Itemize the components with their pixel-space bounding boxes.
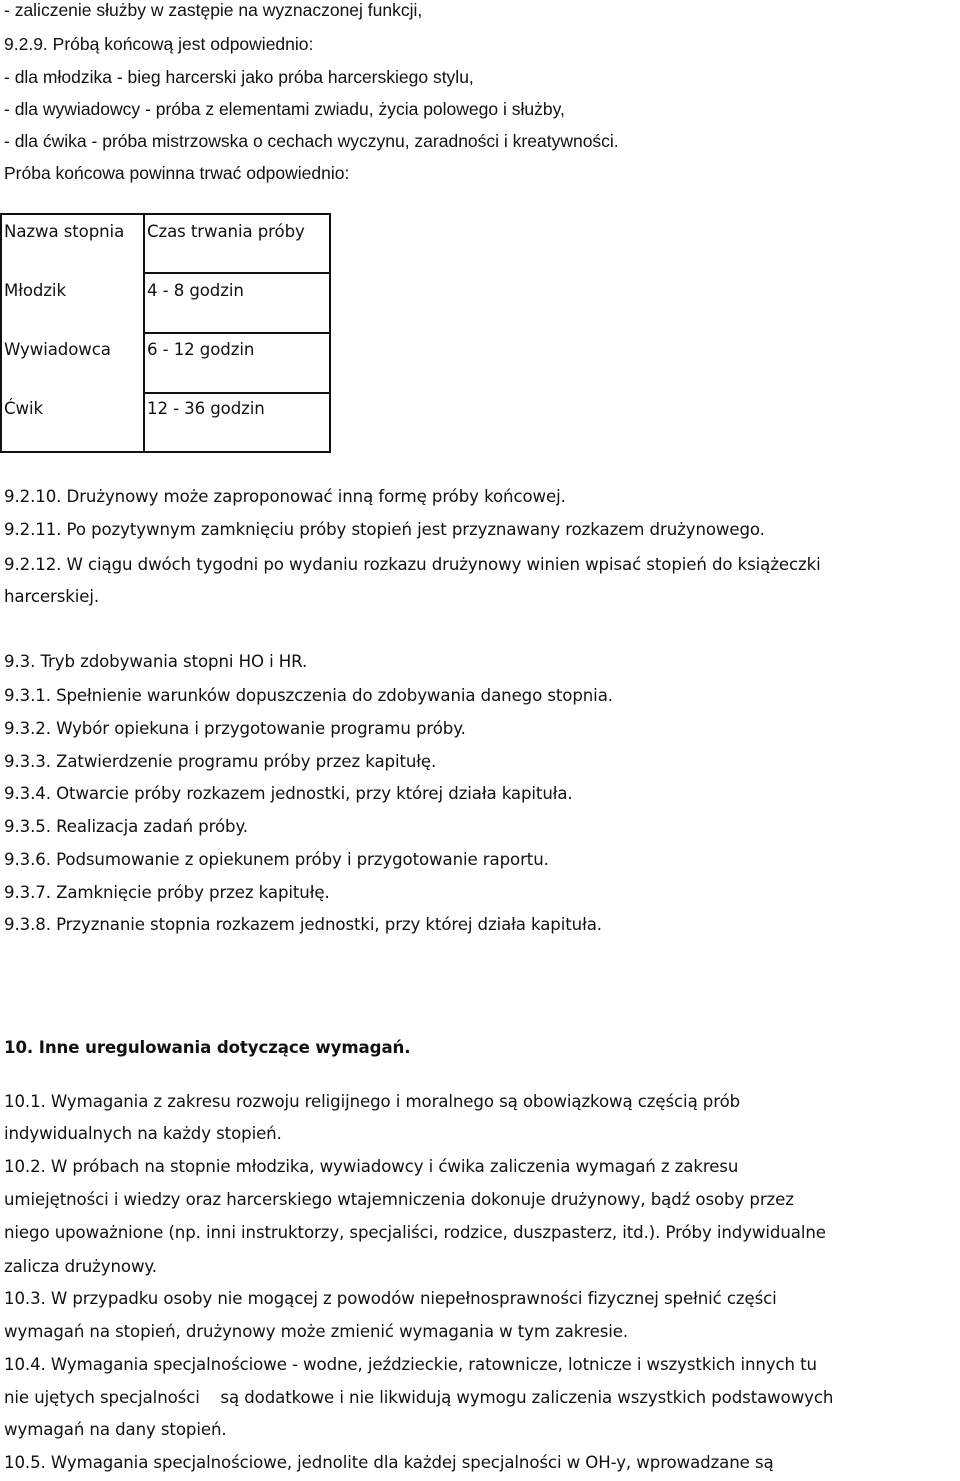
intro-line-3: - dla młodzika - bieg harcerski jako próba harcerskiego stylu, [4, 67, 474, 87]
paragraph-line: 9.3.7. Zamknięcie próby przez kapitułę. [4, 883, 330, 902]
paragraph-line: zalicza drużynowy. [4, 1257, 157, 1276]
intro-line-2: 9.2.9. Próbą końcową jest odpowiednio: [4, 34, 314, 54]
intro-line-1: - zaliczenie służby w zastępie na wyznaczonej funkcji, [4, 0, 423, 20]
paragraph-line: umiejętności i wiedzy oraz harcerskiego wtajemniczenia dokonuje drużynowy, bądź osoby przez [4, 1190, 794, 1209]
paragraph-line: 9.2.10. Drużynowy może zaproponować inną formę próby końcowej. [4, 487, 566, 506]
paragraph-line: 9.3.1. Spełnienie warunków dopuszczenia do zdobywania danego stopnia. [4, 686, 613, 705]
paragraph-line: 9.3.6. Podsumowanie z opiekunem próby i przygotowanie raportu. [4, 850, 549, 869]
table-row-divider [143, 392, 331, 394]
intro-line-4: - dla wywiadowcy - próba z elementami zwiadu, życia polowego i służby, [4, 99, 565, 119]
paragraph-line: 10.3. W przypadku osoby nie mogącej z powodów niepełnosprawności fizycznej spełnić części [4, 1289, 777, 1308]
paragraph-line: 10.4. Wymagania specjalnościowe - wodne, jeździeckie, ratownicze, lotnicze i wszystkich innych tu [4, 1355, 817, 1374]
intro-line-5: - dla ćwika - próba mistrzowska o cechach wyczynu, zaradności i kreatywności. [4, 131, 619, 151]
paragraph-line: wymagań na dany stopień. [4, 1420, 227, 1439]
section-heading: 10. Inne uregulowania dotyczące wymagań. [4, 1038, 411, 1057]
table-cell-rank: Wywiadowca [4, 340, 111, 359]
paragraph-line: nie ujętych specjalności są dodatkowe i nie likwidują wymogu zaliczenia wszystkich podstawowych [4, 1388, 834, 1407]
paragraph-line: 9.3.4. Otwarcie próby rozkazem jednostki, przy której działa kapituła. [4, 784, 573, 803]
paragraph-line: 10.2. W próbach na stopnie młodzika, wywiadowcy i ćwika zaliczenia wymagań z zakresu [4, 1157, 739, 1176]
paragraph-line: indywidualnych na każdy stopień. [4, 1124, 282, 1143]
paragraph-line: niego upoważnione (np. inni instruktorzy, specjaliści, rodzice, duszpasterz, itd.). Próby indywidualne [4, 1223, 826, 1242]
paragraph-line: 10.1. Wymagania z zakresu rozwoju religijnego i moralnego są obowiązkową częścią prób [4, 1092, 741, 1111]
intro-line-6: Próba końcowa powinna trwać odpowiednio: [4, 163, 350, 183]
paragraph-line: 9.3.2. Wybór opiekuna i przygotowanie programu próby. [4, 719, 466, 738]
paragraph-line: 9.2.11. Po pozytywnym zamknięciu próby stopień jest przyznawany rozkazem drużynowego. [4, 520, 765, 539]
paragraph-line: 10.5. Wymagania specjalnościowe, jednolite dla każdej specjalności w OH-y, wprowadzane są [4, 1453, 774, 1472]
table-row-divider [143, 332, 331, 334]
table-header-duration: Czas trwania próby [147, 222, 305, 241]
table-cell-duration: 6 - 12 godzin [147, 340, 255, 359]
paragraph-line: harcerskiej. [4, 587, 100, 606]
table-cell-rank: Ćwik [4, 399, 43, 418]
paragraph-line: 9.3.5. Realizacja zadań próby. [4, 817, 248, 836]
paragraph-line: 9.3.3. Zatwierdzenie programu próby przez kapitułę. [4, 752, 437, 771]
paragraph-line: 9.3. Tryb zdobywania stopni HO i HR. [4, 652, 308, 671]
table-cell-duration: 12 - 36 godzin [147, 399, 265, 418]
table-row-divider [143, 272, 331, 274]
table-header-rank: Nazwa stopnia [4, 222, 125, 241]
paragraph-line: wymagań na stopień, drużynowy może zmienić wymagania w tym zakresie. [4, 1322, 629, 1341]
paragraph-line: 9.2.12. W ciągu dwóch tygodni po wydaniu rozkazu drużynowy winien wpisać stopień do książeczki [4, 555, 821, 574]
table-cell-duration: 4 - 8 godzin [147, 281, 244, 300]
paragraph-line: 9.3.8. Przyznanie stopnia rozkazem jednostki, przy której działa kapituła. [4, 915, 602, 934]
table-cell-rank: Młodzik [4, 281, 66, 300]
